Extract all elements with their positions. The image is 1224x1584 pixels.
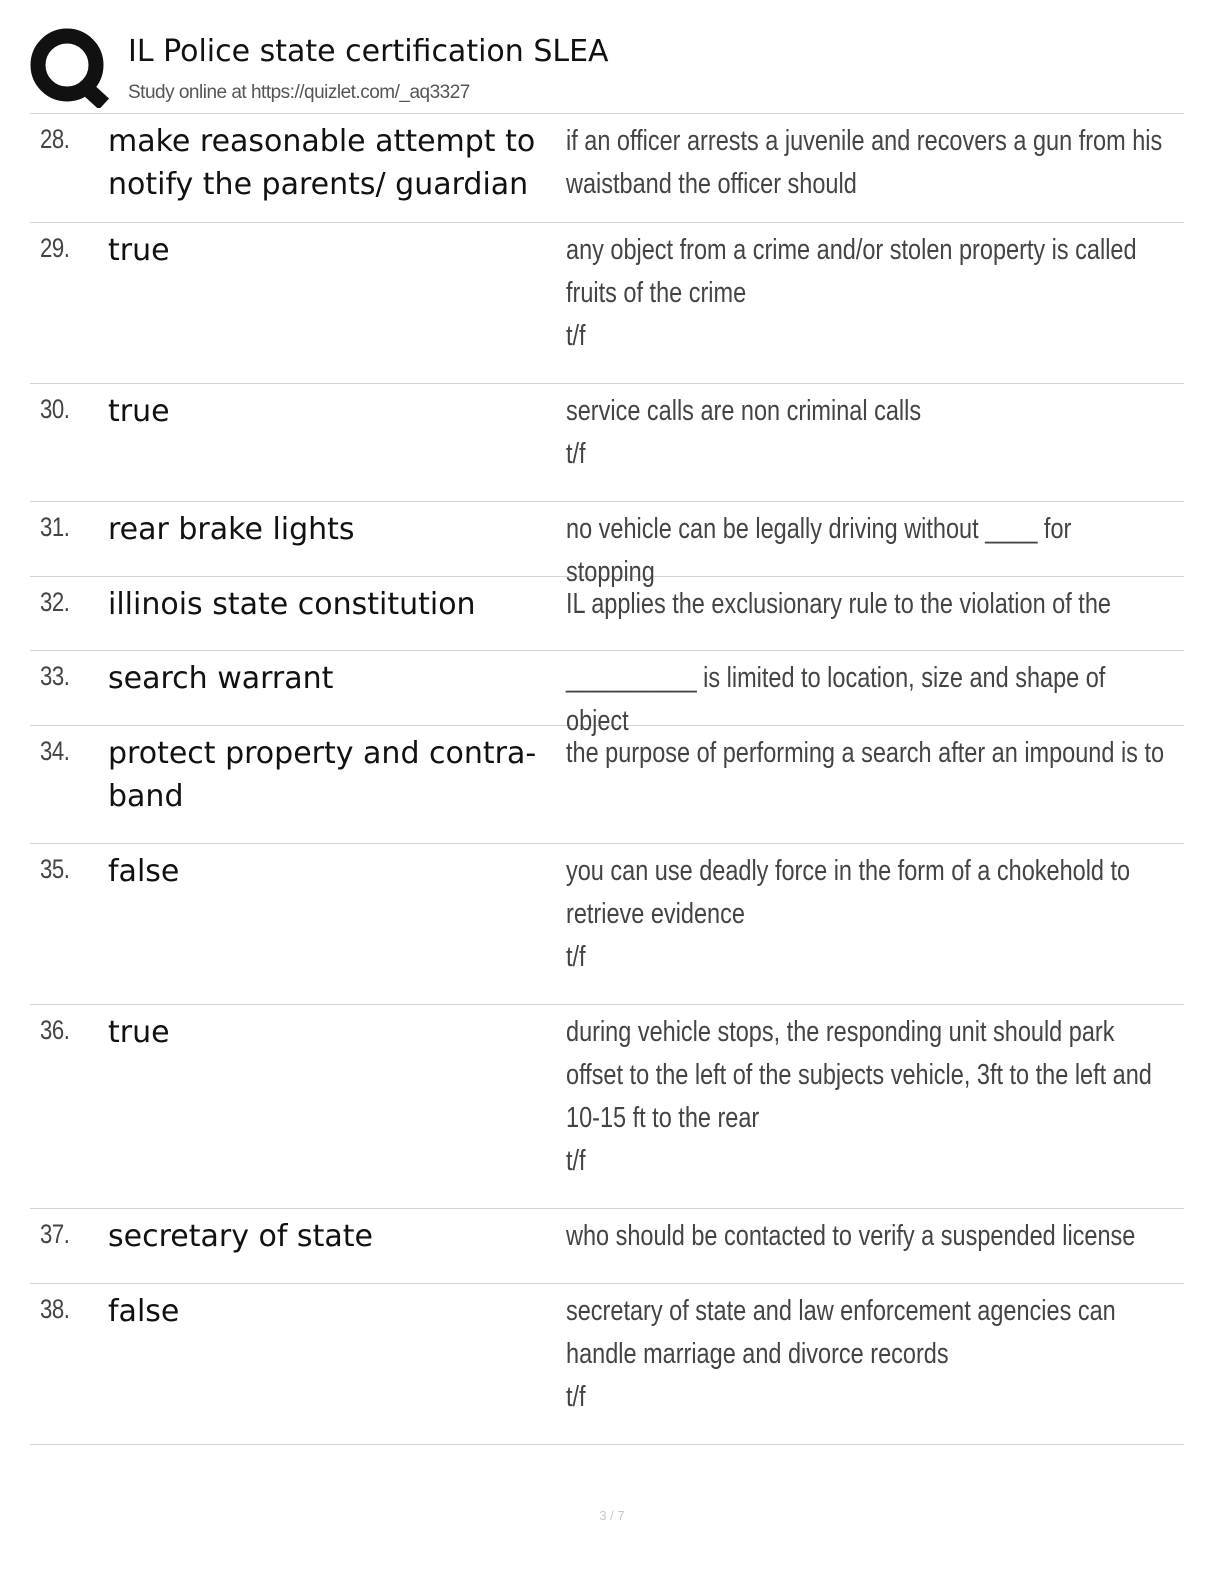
card-number: 33. [40, 661, 70, 691]
card-row [30, 384, 1184, 502]
card-number: 35. [40, 854, 70, 884]
card-definition: secretary of state and law enforcement agencies can handle marriage and divorce records t/f [566, 1295, 1116, 1413]
card-number: 30. [40, 394, 70, 424]
card-row [30, 223, 1184, 384]
card-term: false [108, 854, 180, 889]
study-online-link[interactable]: Study online at https://quizlet.com/_aq3327 [128, 82, 470, 103]
card-number: 29. [40, 233, 70, 263]
card-term: make reasonable attempt to notify the parents/ guardian [108, 124, 536, 202]
card-definition: during vehicle stops, the responding unit should park offset to the left of the subjects vehicle, 3ft to the left and 10-15 ft to the rear t/f [566, 1016, 1152, 1177]
card-definition: service calls are non criminal calls t/f [566, 395, 922, 470]
card-number: 28. [40, 124, 70, 154]
card-number: 37. [40, 1219, 70, 1249]
card-number: 31. [40, 512, 70, 542]
card-definition: any object from a crime and/or stolen property is called fruits of the crime t/f [566, 234, 1137, 352]
flashcard-list [30, 113, 1184, 1445]
page-number: 3 / 7 [599, 1508, 625, 1523]
card-term: rear brake lights [108, 512, 355, 547]
card-row [30, 577, 1184, 651]
card-term: search warrant [108, 661, 334, 696]
card-number: 34. [40, 736, 70, 766]
card-definition: you can use deadly force in the form of a chokehold to retrieve evidence t/f [566, 855, 1131, 973]
card-term: true [108, 394, 170, 429]
quizlet-logo-icon [30, 28, 110, 108]
card-definition: no vehicle can be legally driving without ____ for stopping [566, 513, 1072, 588]
set-title: IL Police state certification SLEA [128, 34, 609, 69]
card-row [30, 1209, 1184, 1284]
card-row [30, 651, 1184, 737]
card-row [30, 726, 1184, 844]
card-definition: if an officer arrests a juvenile and recovers a gun from his waistband the officer should [566, 125, 1163, 200]
card-definition: IL applies the exclusionary rule to the violation of the [566, 588, 1111, 620]
page-header [30, 28, 1190, 114]
card-row [30, 1005, 1184, 1209]
card-term: protect property and contra-band [108, 736, 537, 814]
card-row [30, 502, 1184, 588]
card-definition: who should be contacted to verify a suspended license [566, 1220, 1136, 1252]
card-row [30, 1284, 1184, 1445]
card-term: true [108, 233, 170, 268]
card-definition: __________ is limited to location, size and shape of object [566, 662, 1106, 737]
card-number: 32. [40, 587, 70, 617]
card-number: 36. [40, 1015, 70, 1045]
card-term: false [108, 1294, 180, 1329]
card-term: true [108, 1015, 170, 1050]
card-row [30, 844, 1184, 1005]
card-number: 38. [40, 1294, 70, 1324]
card-term: illinois state constitution [108, 587, 476, 622]
card-row [30, 114, 1184, 223]
card-term: secretary of state [108, 1219, 373, 1254]
card-definition: the purpose of performing a search after an impound is to [566, 737, 1165, 769]
